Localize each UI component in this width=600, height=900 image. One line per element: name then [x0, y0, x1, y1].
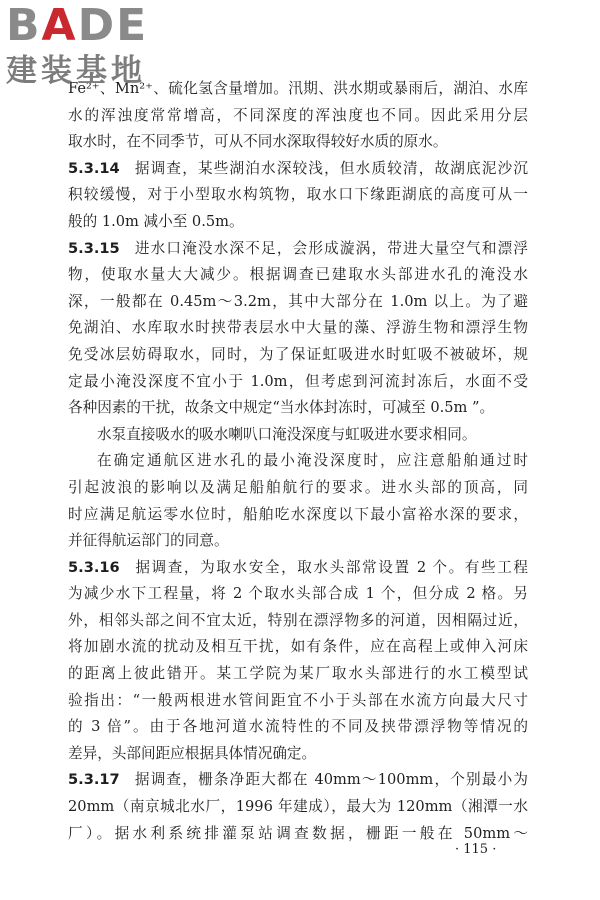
text-line: 免受冰层妨碍取水，同时，为了保证虹吸进水时虹吸不被破坏，规 — [68, 345, 528, 363]
paragraph-line: 在确定通航区进水孔的最小淹没深度时，应注意船舶通过时 — [97, 452, 528, 470]
text-line: 验指出：“一般两根进水管间距宜不小于头部在水流方向最大尺寸 — [68, 691, 528, 709]
clause-number: 5.3.14 — [68, 159, 120, 177]
clause-5-3-17-heading: 5.3.17 据调查，栅条净距大都在 40mm～100mm，个别最小为 — [68, 771, 528, 789]
text-line: 引起波浪的影响以及满足船舶航行的要求。进水头部的顶高，同 — [68, 478, 528, 496]
text-line: 差异，头部间距应根据具体情况确定。 — [68, 744, 317, 762]
text-line: 将加剧水流的扰动及相互干扰，如有条件，应在高程上或伸入河床 — [68, 638, 528, 656]
text-line: 水的浑浊度常常增高，不同深度的浑浊度也不同。因此采用分层 — [68, 106, 528, 124]
text-line: 取水时，在不同季节，可从不同水深取得较好水质的原水。 — [68, 133, 448, 151]
text-line: 免湖泊、水库取水时挟带表层水中大量的藻、浮游生物和漂浮生物 — [68, 319, 528, 337]
text-line: 20mm（南京城北水厂，1996 年建成），最大为 120mm（湘潭一水 — [68, 798, 528, 816]
text-line: 般的 1.0m 减小至 0.5m。 — [68, 212, 244, 230]
clause-number: 5.3.15 — [68, 239, 120, 257]
text-line: 并征得航运部门的同意。 — [68, 532, 229, 550]
text-line: 为减少水下工程量，将 2 个取水头部合成 1 个，但分成 2 格。另 — [68, 585, 528, 603]
text-line: 的 3 倍”。由于各地河道水流特性的不同及挟带漂浮物等情况的 — [68, 718, 528, 736]
text-line: 外，相邻头部之间不宜太近，特别在漂浮物多的河道，因相隔过近， — [68, 611, 528, 629]
clause-5-3-14-heading: 5.3.14 据调查，某些湖泊水深较浅，但水质较清，故湖底泥沙沉 — [68, 159, 528, 177]
clause-5-3-15-heading: 5.3.15 进水口淹没水深不足，会形成漩涡，带进大量空气和漂浮 — [68, 239, 528, 257]
page-number: · 115 · — [455, 842, 497, 857]
text-line: 各种因素的干扰，故条文中规定“当水体封冻时，可减至 0.5m ”。 — [68, 399, 495, 417]
clause-number: 5.3.16 — [68, 558, 120, 576]
paragraph-line: 水泵直接吸水的吸水喇叭口淹没深度与虹吸进水要求相同。 — [97, 425, 477, 443]
text-line: 的距离上彼此错开。某工学院为某厂取水头部进行的水工模型试 — [68, 665, 528, 683]
text-line: 时应满足航运零水位时，船舶吃水深度以下最小富裕水深的要求， — [68, 505, 528, 523]
clause-number: 5.3.17 — [68, 771, 120, 789]
text-line: Fe²⁺、Mn²⁺、硫化氢含量增加。汛期、洪水期或暴雨后，湖泊、水库 — [68, 80, 528, 97]
text-line: 物，使取水量大大减少。根据调查已建取水头部进水孔的淹没水 — [68, 266, 528, 284]
logo-subtitle: 建装基地 — [6, 53, 146, 89]
watermark-logo — [6, 2, 176, 100]
text-line: 积较缓慢，对于小型取水构筑物，取水口下缘距湖底的高度可从一 — [68, 186, 528, 204]
text-line: 定最小淹没深度不宜小于 1.0m，但考虑到河流封冻后，水面不受 — [68, 372, 528, 390]
text-line: 深，一般都在 0.45m～3.2m，其中大部分在 1.0m 以上。为了避 — [68, 292, 528, 310]
logo-brand: BADE — [6, 0, 149, 51]
body-text — [68, 76, 528, 847]
clause-5-3-16-heading: 5.3.16 据调查，为取水安全，取水头部常设置 2 个。有些工程 — [68, 558, 528, 576]
text-line: 厂）。据水利系统排灌泵站调查数据，栅距一般在 50mm～ — [68, 824, 528, 842]
